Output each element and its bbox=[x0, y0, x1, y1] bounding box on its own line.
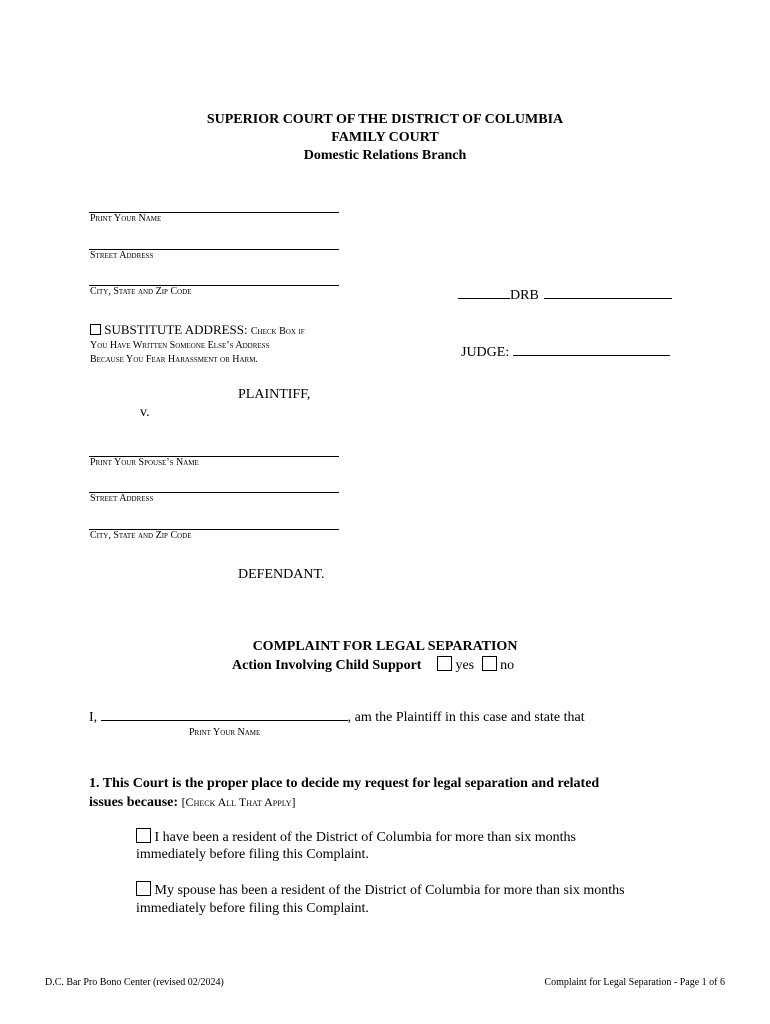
intro-suffix: , am the Plaintiff in this case and state that bbox=[347, 710, 585, 725]
child-support-yes-label: yes bbox=[455, 658, 475, 673]
intro-name-label: Print Your Name bbox=[189, 727, 261, 738]
substitute-address-text-2: You Have Written Someone Else’s Address bbox=[90, 340, 270, 351]
judge-field[interactable] bbox=[513, 355, 670, 356]
defendant-party-label: DEFENDANT. bbox=[238, 567, 325, 582]
child-support-label: Action Involving Child Support bbox=[232, 658, 422, 673]
option2-checkbox[interactable] bbox=[136, 881, 151, 896]
option1-line2: immediately before filing this Complaint. bbox=[136, 847, 369, 862]
court-name: SUPERIOR COURT OF THE DISTRICT OF COLUMBIA bbox=[206, 112, 564, 127]
footer-left: D.C. Bar Pro Bono Center (revised 02/2024) bbox=[45, 977, 224, 988]
intro-row bbox=[89, 709, 585, 727]
plaintiff-name-label: Print Your Name bbox=[90, 213, 162, 224]
intro-prefix: I, bbox=[89, 710, 98, 725]
footer-right: Complaint for Legal Separation - Page 1 of 6 bbox=[544, 977, 725, 988]
spouse-street-label: Street Address bbox=[90, 493, 154, 504]
drb-number-field[interactable] bbox=[544, 298, 672, 299]
child-support-row bbox=[232, 656, 514, 675]
judge-row bbox=[461, 345, 670, 361]
substitute-address-row bbox=[90, 323, 305, 339]
court-branch: Domestic Relations Branch bbox=[303, 148, 467, 163]
plaintiff-city-label: City, State and Zip Code bbox=[90, 286, 192, 297]
child-support-yes-checkbox[interactable] bbox=[437, 656, 452, 671]
substitute-address-text-1: Check Box if bbox=[250, 326, 305, 337]
substitute-address-checkbox[interactable] bbox=[90, 324, 101, 335]
option1-line1: I have been a resident of the District of Columbia for more than six months bbox=[154, 830, 576, 845]
plaintiff-street-label: Street Address bbox=[90, 250, 154, 261]
judge-label: JUDGE: bbox=[461, 345, 510, 360]
drb-row bbox=[458, 288, 672, 304]
child-support-no-label: no bbox=[500, 658, 515, 673]
intro-name-field[interactable] bbox=[101, 720, 348, 721]
substitute-address-text-3: Because You Fear Harassment or Harm. bbox=[90, 354, 258, 365]
spouse-name-label: Print Your Spouse’s Name bbox=[90, 457, 199, 468]
option1-row bbox=[136, 828, 576, 847]
child-support-no-checkbox[interactable] bbox=[482, 656, 497, 671]
drb-label: DRB bbox=[510, 288, 539, 303]
option2-line2: immediately before filing this Complaint. bbox=[136, 901, 369, 916]
section1-instruction: [Check All That Apply] bbox=[181, 795, 296, 809]
spouse-city-label: City, State and Zip Code bbox=[90, 530, 192, 541]
option2-row bbox=[136, 881, 625, 900]
section1-heading-2: issues because: bbox=[89, 795, 179, 810]
versus-label: v. bbox=[140, 405, 150, 420]
option2-line1: My spouse has been a resident of the District of Columbia for more than six months bbox=[154, 883, 625, 898]
drb-prefix-field[interactable] bbox=[458, 298, 510, 299]
section1-heading-1: 1. This Court is the proper place to decide my request for legal separation and related bbox=[89, 776, 600, 791]
option1-checkbox[interactable] bbox=[136, 828, 151, 843]
section1-heading-row bbox=[89, 793, 296, 812]
complaint-title: COMPLAINT FOR LEGAL SEPARATION bbox=[252, 639, 518, 654]
substitute-address-title: SUBSTITUTE ADDRESS: bbox=[104, 322, 248, 337]
court-division: FAMILY COURT bbox=[331, 130, 439, 145]
plaintiff-party-label: PLAINTIFF, bbox=[238, 387, 311, 402]
